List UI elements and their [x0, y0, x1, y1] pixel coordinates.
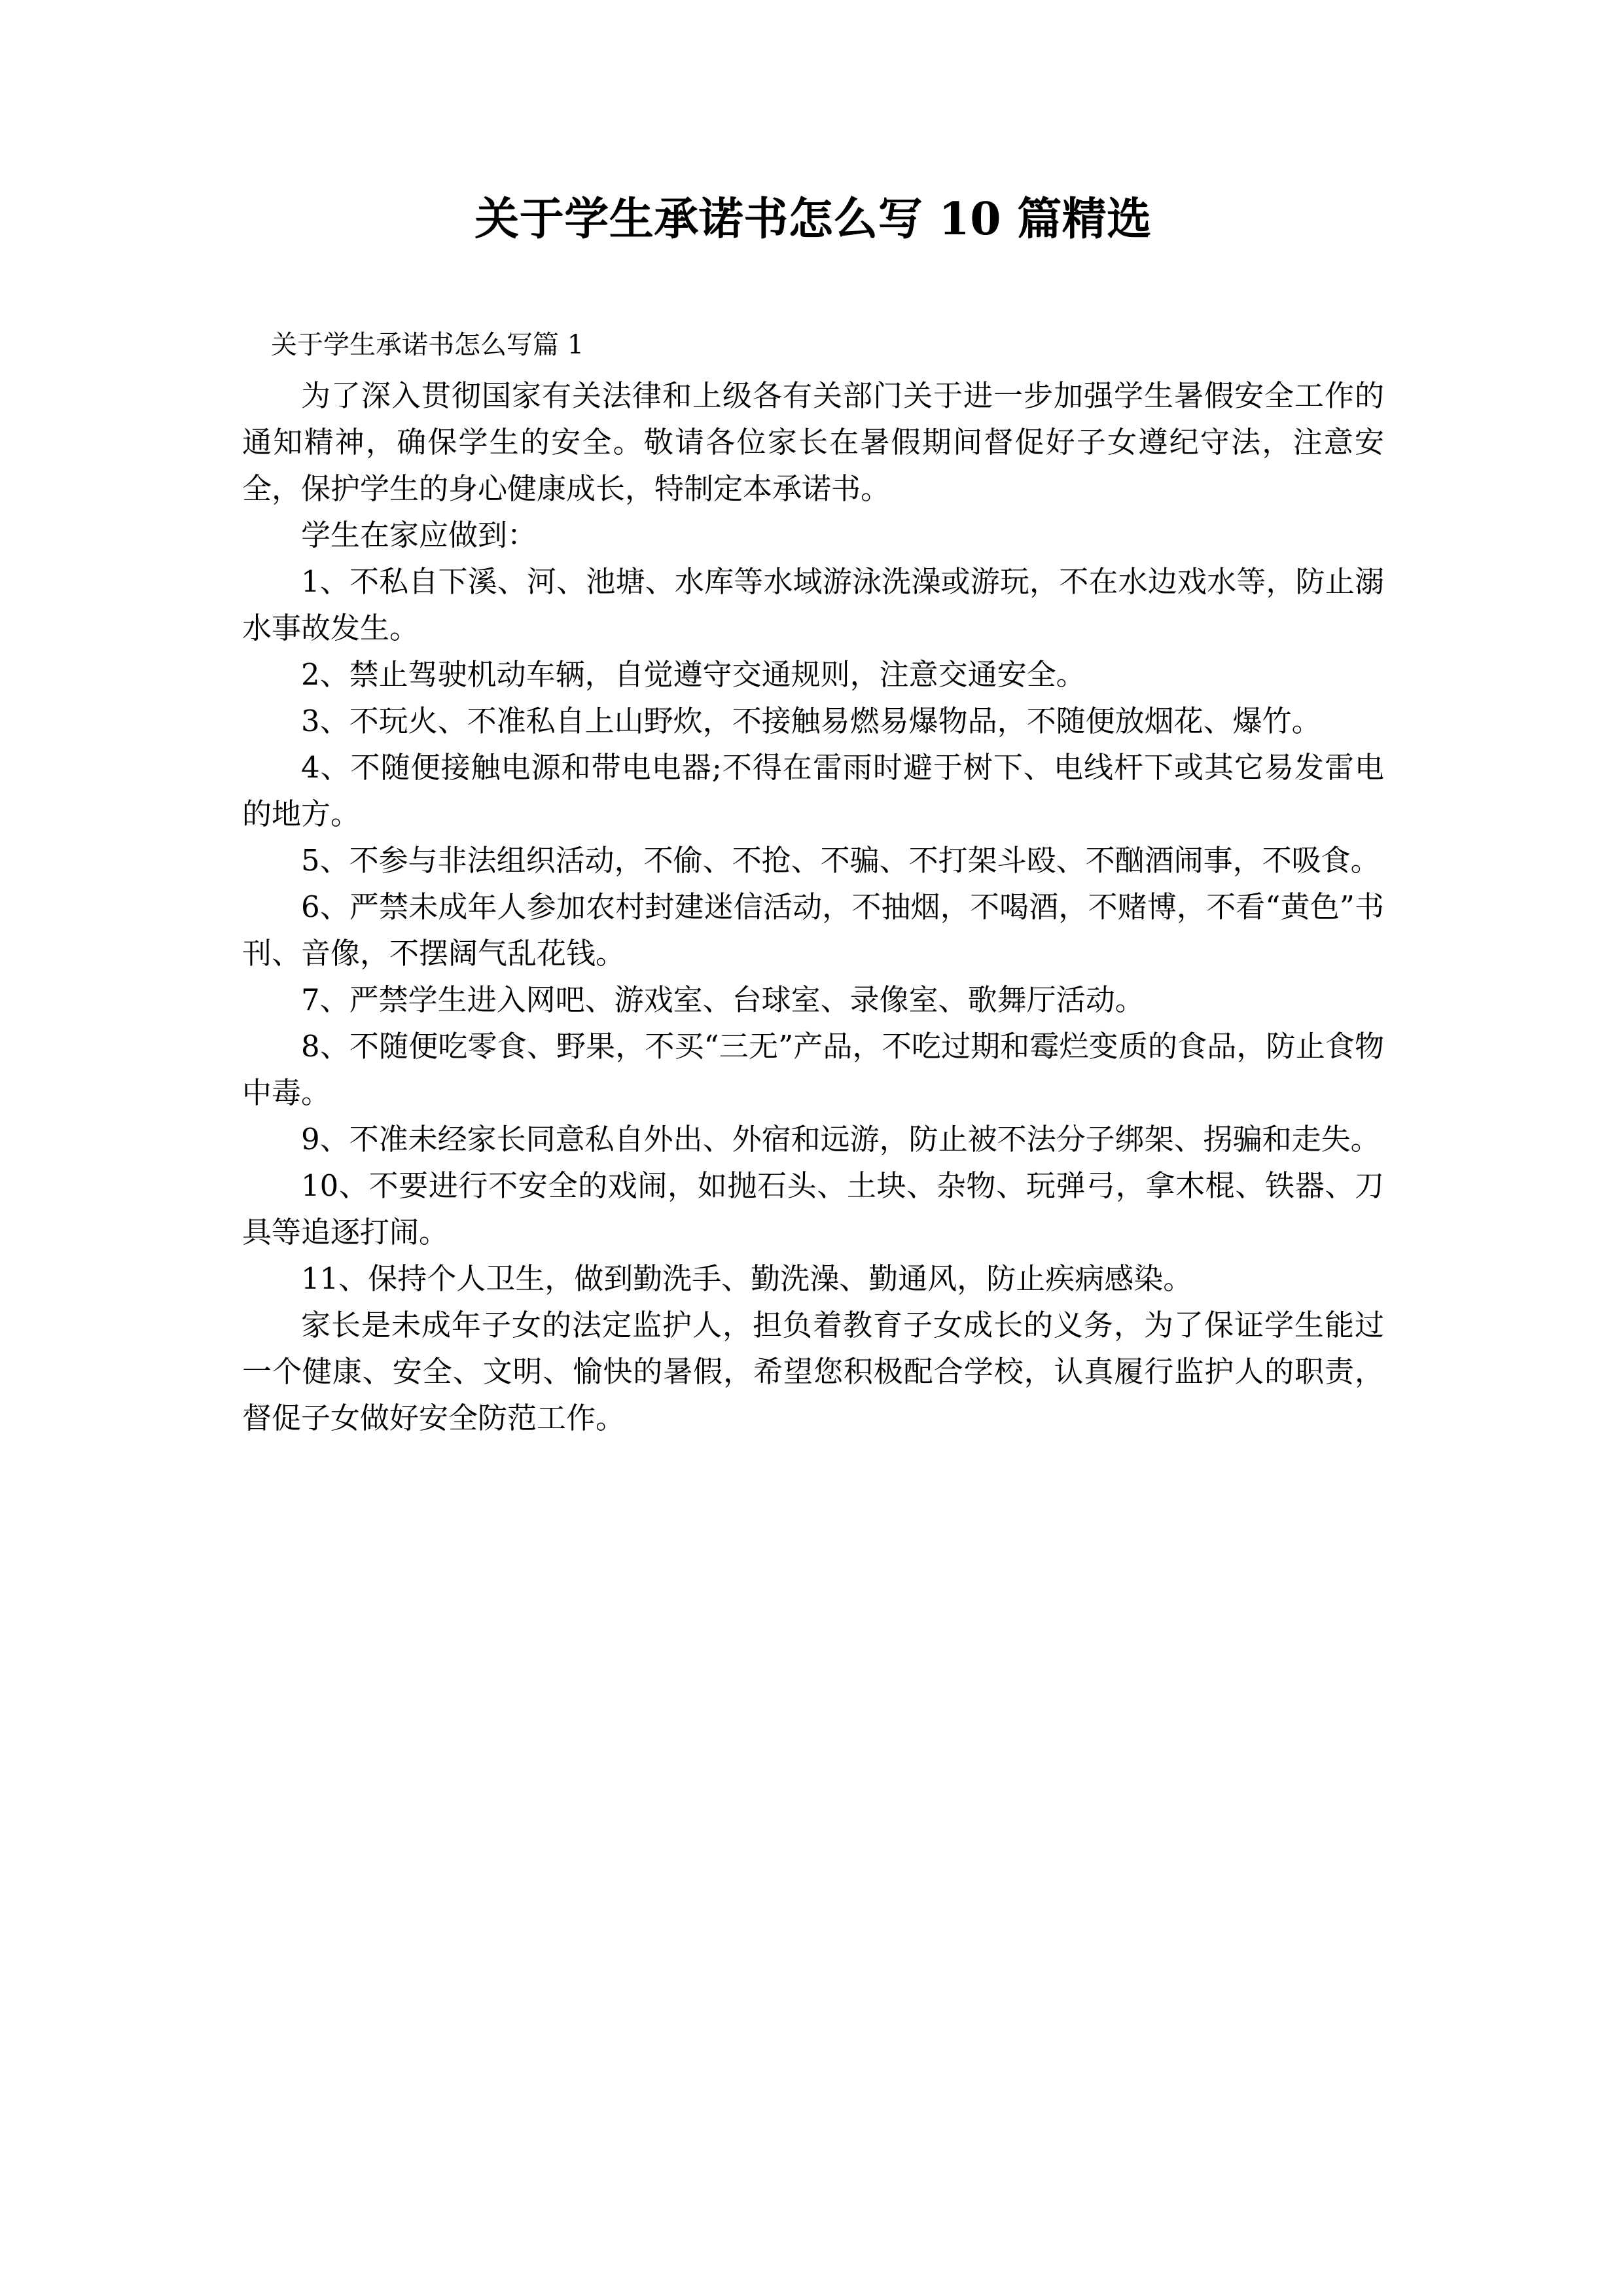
paragraph: 10、不要进行不安全的戏闹，如抛石头、土块、杂物、玩弹弓，拿木棍、铁器、刀具等追逐打闹。 — [242, 1168, 1384, 1249]
paragraph: 9、不准未经家长同意私自外出、外宿和远游，防止被不法分子绑架、拐骗和走失。 — [301, 1121, 1380, 1157]
paragraph: 3、不玩火、不准私自上山野炊，不接触易燃易爆物品，不随便放烟花、爆竹。 — [301, 703, 1321, 738]
paragraph: 11、保持个人卫生，做到勤洗手、勤洗澡、勤通风，防止疾病感染。 — [301, 1261, 1193, 1296]
paragraph: 为了深入贯彻国家有关法律和上级各有关部门关于进一步加强学生暑假安全工作的通知精神，确保学生的安全。敬请各位家长在暑假期间督促好子女遵纪守法，注意安全，保护学生的身心健康成长，特制定本承诺书。 — [242, 378, 1384, 506]
paragraph: 家长是未成年子女的法定监护人，担负着教育子女成长的义务，为了保证学生能过一个健康、安全、文明、愉快的暑假，希望您积极配合学校，认真履行监护人的职责，督促子女做好安全防范工作。 — [242, 1307, 1384, 1435]
paragraph: 7、严禁学生进入网吧、游戏室、台球室、录像室、歌舞厅活动。 — [301, 982, 1145, 1017]
document-body — [242, 0, 1384, 1441]
paragraph: 1、不私自下溪、河、池塘、水库等水域游泳洗澡或游玩，不在水边戏水等，防止溺水事故发生。 — [242, 564, 1384, 645]
paragraph: 学生在家应做到： — [301, 517, 537, 552]
page-title: 关于学生承诺书怎么写 10 篇精选 — [474, 193, 1152, 245]
section-subtitle: 关于学生承诺书怎么写篇 1 — [271, 329, 584, 360]
paragraph: 6、严禁未成年人参加农村封建迷信活动，不抽烟，不喝酒，不赌博，不看“黄色”书刊、音像，不摆阔气乱花钱。 — [242, 889, 1384, 971]
paragraph: 8、不随便吃零食、野果，不买“三无”产品，不吃过期和霉烂变质的食品，防止食物中毒。 — [242, 1028, 1384, 1110]
paragraph: 5、不参与非法组织活动，不偷、不抢、不骗、不打架斗殴、不酗酒闹事，不吸食。 — [301, 842, 1380, 878]
paragraph: 2、禁止驾驶机动车辆，自觉遵守交通规则，注意交通安全。 — [301, 656, 1086, 692]
paragraph: 4、不随便接触电源和带电电器;不得在雷雨时避于树下、电线杆下或其它易发雷电的地方。 — [242, 749, 1384, 831]
